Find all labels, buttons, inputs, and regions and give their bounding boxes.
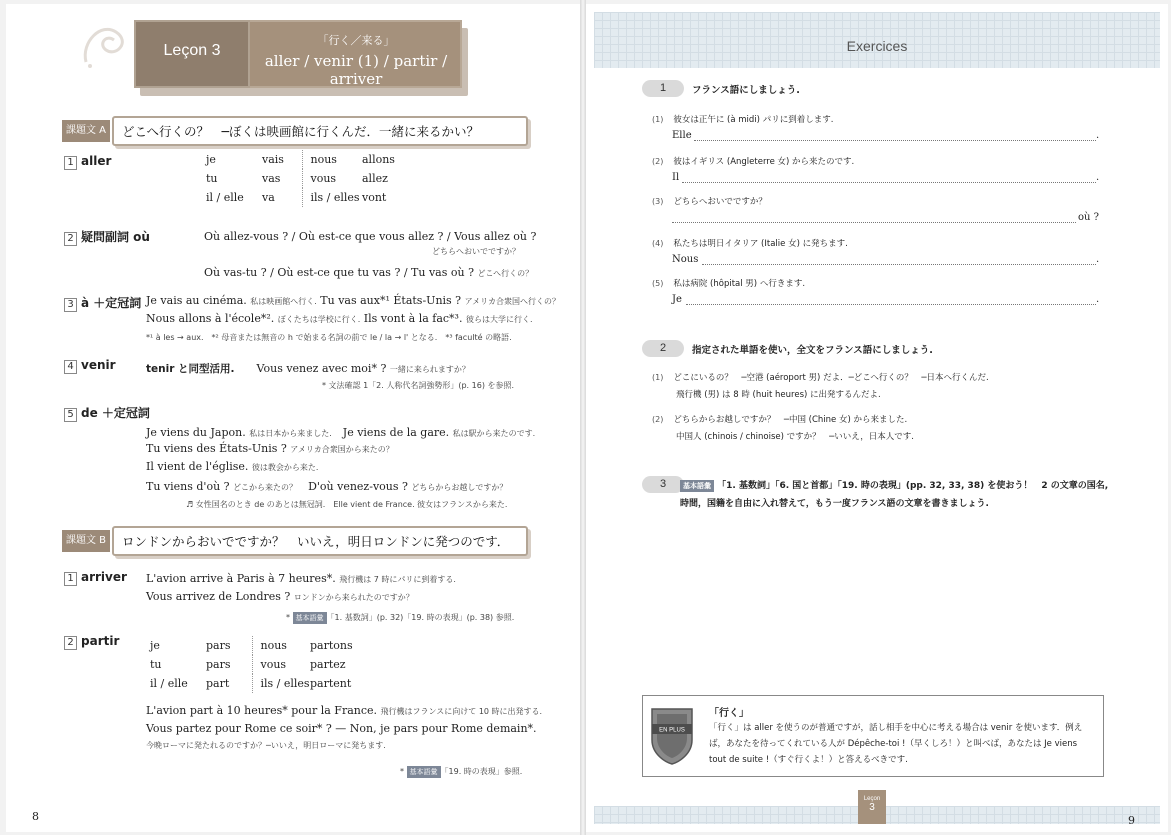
tip-body: 「行く」は aller を使うのが普通ですが，話し相手を中心に考える場合は venir を使います．例えば，あなたを待ってくれている人が Dépêche-toi !（早くしろ！）と叫べば，あなたは Je viens tout de suite !（すぐ行くよ！）と答えるべきです. (709, 723, 1083, 765)
page-number-left: 8 (32, 810, 39, 823)
exercise-1-number: 1 (642, 80, 684, 97)
aller-heading: 1 aller (64, 154, 111, 170)
ex1-q5: (5) 私は病院 (hôpital 男) へ行きます. (652, 279, 806, 289)
ex1-q1-end: . (1096, 130, 1100, 141)
partir-heading: 2 partir (64, 634, 119, 650)
arriver-heading: 1 arriver (64, 570, 127, 586)
ex1-q3: (3) どちらへおいでですか？ (652, 197, 767, 207)
a-def-line-1: Je vais au cinéma. 私は映画館へ行く. Tu vas aux*¹ États-Unis ? アメリカ合衆国へ行くの？ (146, 294, 561, 307)
exercise-2-instruction: 指定された単語を使い，全文をフランス語にしましょう. (692, 345, 933, 356)
ex2-q2-line-2: 中国人 (chinois / chinoise) ですか？ ─いいえ，日本人です. (676, 432, 914, 442)
ex1-q5-answer-line[interactable] (686, 304, 1096, 305)
ex1-q3-end: où ? (1078, 212, 1100, 223)
venir-note: * 文法確認 1「2. 人称代名詞強勢形」(p. 16) を参照. (322, 381, 515, 390)
ex2-q1-line-1: (1) どこにいるの？ ─空港 (aéroport 男) だよ．─どこへ行くの？ ─日本へ行くんだ. (652, 373, 989, 383)
de-def-note: ♬ 女性国名のとき de のあとは無冠詞. Elle vient de France. 彼女はフランスから来た. (186, 500, 508, 509)
ex1-q2: (2) 彼はイギリス (Angleterre 女) から来たのです. (652, 157, 855, 167)
partir-note: * 基本語彙 「19. 時の表現」参照. (400, 767, 523, 776)
exercises-title: Exercices (846, 38, 908, 54)
en-plus-tip-box (642, 695, 1104, 777)
de-def-line-2: Tu viens des États-Unis ? アメリカ合衆国から来たの？ (146, 442, 394, 455)
ex1-q2-answer-line[interactable] (682, 182, 1096, 183)
section-b-tag: 課題文 B (62, 530, 110, 552)
ex1-q4-answer-line[interactable] (702, 264, 1096, 265)
page-number-right: 9 (1128, 814, 1135, 827)
de-def-line-4: Tu viens d'où ? どこから来たの？ D'où venez-vous ? どちらからお越しですか？ (146, 480, 508, 493)
ex1-q4-end: . (1096, 254, 1100, 265)
aller-conjugation-table: je vais nous allons tu vas vous allez il / elle va ils / elles vont (206, 150, 418, 207)
a-def-heading: 3 à ＋定冠詞 (64, 294, 141, 312)
footer-lesson-number: 3 (869, 802, 875, 813)
exercise-3-number: 3 (642, 476, 684, 493)
ex1-q1-answer-line[interactable] (694, 140, 1096, 141)
lesson-title: aller / venir (1) / partir / arriver (264, 52, 448, 88)
exercise-3-line-2: 時間，国籍を自由に入れ替えて，もう一度フランス語の文章を書きましょう. (680, 499, 989, 509)
ex1-q3-answer-line[interactable] (672, 222, 1076, 223)
a-def-line-2: Nous allons à l'école*². ぼくたちは学校に行く. Ils vont à la fac*³. 彼らは大学に行く. (146, 312, 533, 325)
tip-title: 「行く」 (709, 708, 749, 719)
ex1-q1: (1) 彼女は正午に (à midi) パリに到着します. (652, 115, 834, 125)
de-def-heading: 5 de ＋定冠詞 (64, 404, 150, 422)
partir-line-1: L'avion part à 10 heures* pour la France. 飛行機はフランスに向けて 10 時に出発する. (146, 704, 543, 717)
venir-line: tenir と同型活用. Vous venez avec moi* ? 一緒に来られますか？ (146, 362, 470, 375)
shield-icon (649, 706, 695, 766)
section-a-tag: 課題文 A (62, 120, 110, 142)
lesson-subtitle: 「行く／来る」 (317, 34, 395, 47)
lesson-banner (134, 20, 464, 94)
right-page (586, 4, 1168, 832)
partir-line-2: Vous partez pour Rome ce soir* ? — Non, je pars pour Rome demain*. (146, 722, 537, 735)
a-def-note: *¹ à les → aux. *² 母音または無音の h で始まる名詞の前で le / la → l' となる. *³ faculté の略語. (146, 333, 512, 342)
de-def-line-3: Il vient de l'église. 彼は教会から来た. (146, 460, 319, 473)
ou-heading: 2 疑問副詞 où (64, 228, 150, 246)
ex1-q5-start: Je (672, 294, 682, 305)
exercise-3-line-1: 基本語彙 「1. 基数詞」「6. 国と首都」「19. 時の表現」(pp. 32, 33, 38) を使おう！ 2 の文章の国名, (680, 478, 1108, 492)
exercise-1-instruction: フランス語にしましょう. (692, 85, 800, 96)
section-b-text: ロンドンからおいでですか？ いいえ，明日ロンドンに発つのです． (122, 534, 510, 549)
ex1-q5-end: . (1096, 294, 1100, 305)
ex1-q1-start: Elle (672, 130, 692, 141)
ou-line-2: Où vas-tu ? / Où est-ce que tu vas ? / Tu vas où ? どこへ行くの？ (204, 266, 534, 279)
ex1-q4-start: Nous (672, 254, 699, 265)
ou-line-1-jp: どちらへおいでですか？ (432, 247, 520, 256)
ex1-q2-start: Il (672, 172, 680, 183)
de-def-line-1: Je viens du Japon. 私は日本から来ました. Je viens de la gare. 私は駅から来たのです. (146, 426, 536, 439)
tip-badge-label: EN PLUS (659, 727, 685, 734)
left-page (6, 4, 580, 832)
ex2-q2-line-1: (2) どちらからお越しですか？ ─中国 (Chine 女) から来ました. (652, 415, 908, 425)
ex1-q2-end: . (1096, 172, 1100, 183)
ex3-tag: 基本語彙 (680, 480, 714, 492)
ex1-q4: (4) 私たちは明日イタリア (Italie 女) に発ちます. (652, 239, 848, 249)
section-b-bar (62, 526, 528, 556)
venir-heading: 4 venir (64, 358, 116, 374)
section-a-text: どこへ行くの？ ─ぼくは映画館に行くんだ．一緒に来るかい？ (122, 124, 480, 139)
footer-lesson-badge (858, 790, 886, 824)
exercise-2-number: 2 (642, 340, 684, 357)
lesson-label: Leçon 3 (163, 42, 221, 59)
partir-line-2-jp: 今晩ローマに発たれるのですか？─いいえ，明日ローマに発ちます. (146, 741, 386, 750)
arriver-line-2: Vous arrivez de Londres ? ロンドンから来られたのですか？ (146, 590, 414, 603)
ou-line-1: Où allez-vous ? / Où est-ce que vous allez ? / Vous allez où ? (204, 230, 537, 243)
footer-lesson-label: Leçon (863, 796, 881, 802)
ex2-q1-line-2: 飛行機 (男) は 8 時 (huit heures) に出発するんだよ. (676, 390, 881, 400)
arriver-line-1: L'avion arrive à Paris à 7 heures*. 飛行機は 7 時にパリに到着する. (146, 572, 456, 585)
partir-conjugation-table: je pars nous partons tu pars vous partez il / elle part ils / elles partent (150, 636, 370, 693)
arriver-note: * 基本語彙 「1. 基数詞」(p. 32)「19. 時の表現」(p. 38) 参照. (286, 613, 515, 622)
section-a-bar (62, 116, 528, 146)
